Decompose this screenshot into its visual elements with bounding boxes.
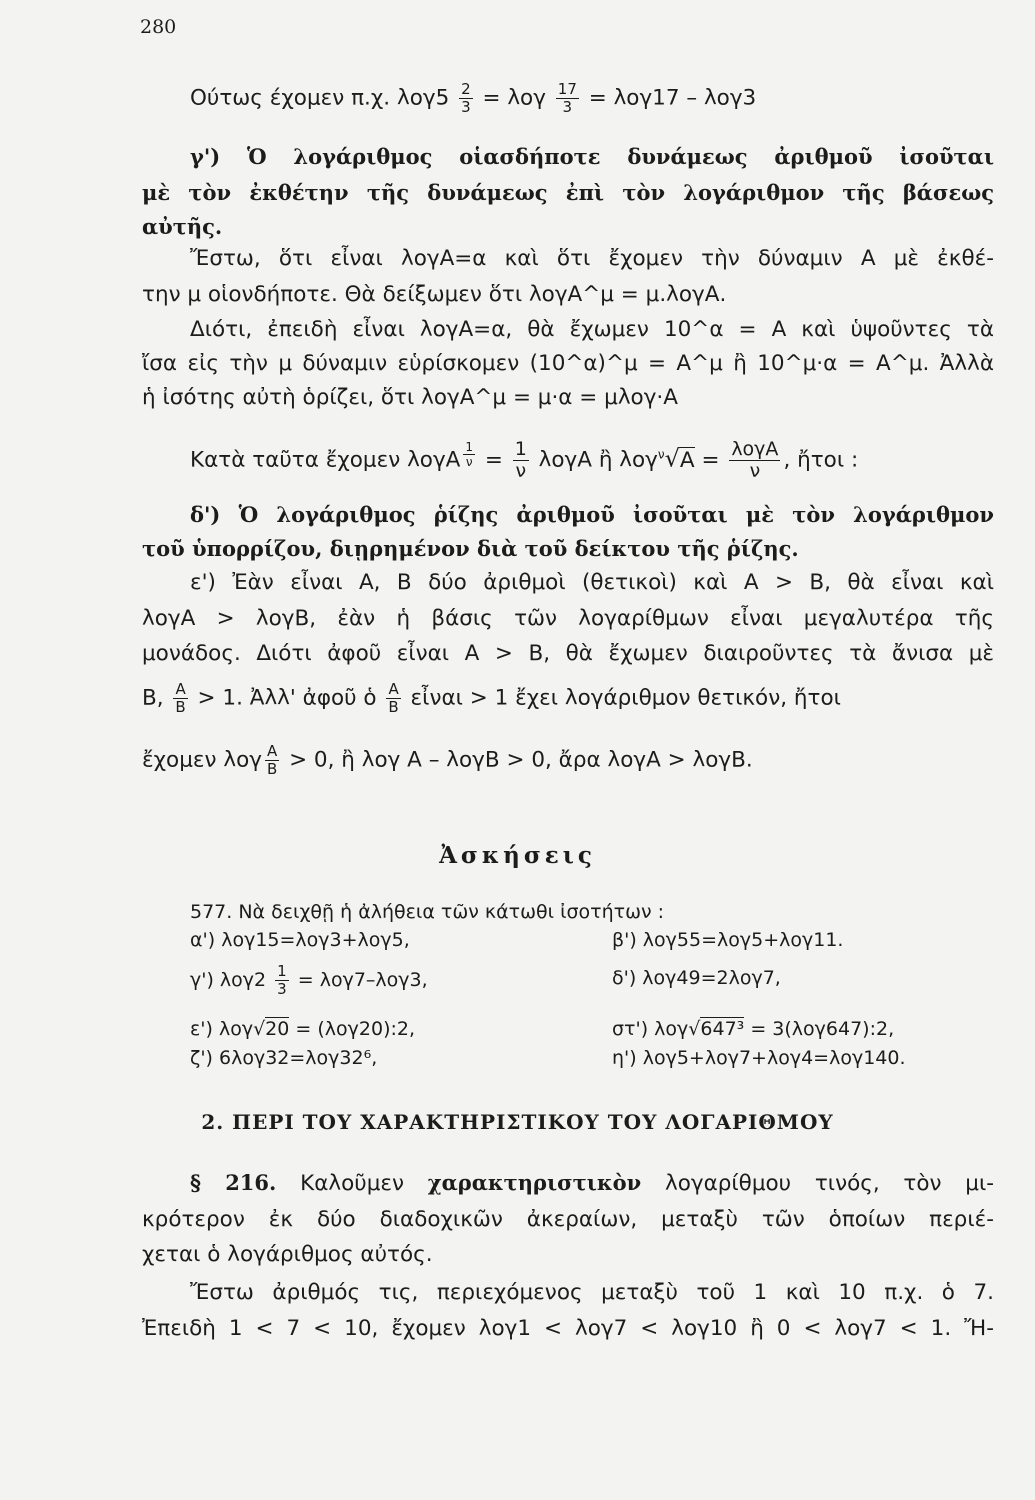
prop-e-line-5: ἔχομεν λογ $\frac{A}{B}$ > 0, ἢ λογ Α – λογΒ > 0, ἄρα λογΑ > λογΒ. <box>142 742 753 778</box>
prop-e-line-2: λογΑ > λογΒ, ἐὰν ἡ βάσις τῶν λογαρίθμων εἶναι μεγαλυτέρα τῆς <box>142 606 994 631</box>
fraction-1-nu: $\frac{1}{\nu}$ <box>514 438 527 482</box>
fraction-A-B: $\frac{A}{B}$ <box>175 680 186 716</box>
exercise-h: η') λογ5+λογ7+λογ4=λογ140. <box>612 1047 906 1069</box>
fraction-1-3: $\frac{1}{3}$ <box>277 962 287 998</box>
section-para-line-4: Ἔστω ἀριθμός τις, περιεχόμενος μεταξὺ τοῦ 1 καὶ 10 π.χ. ὁ 7. <box>190 1280 994 1305</box>
root-sign-icon: √ <box>664 444 680 473</box>
root-sign-icon: √ <box>688 1018 701 1040</box>
proof-c-line-1: Ἔστω, ὅτι εἶναι λογΑ=α καὶ ὅτι ἔχομεν τὴν δύναμιν Α μὲ ἐκθέ- <box>190 246 994 271</box>
prop-e-line-3: μονάδος. Διότι ἀφοῦ εἶναι Α > Β, θὰ ἔχωμεν διαιροῦντες τὰ ἄνισα μὲ <box>142 641 994 666</box>
proof-c-line-4: ἴσα εἰς τὴν μ δύναμιν εὑρίσκομεν (10^α)^μ = Α^μ ἢ 10^μ·α = Α^μ. Ἀλλὰ <box>142 351 994 376</box>
exercise-a: α') λογ15=λογ3+λογ5, <box>190 929 410 951</box>
exercise-b: β') λογ55=λογ5+λογ11. <box>612 929 844 951</box>
fraction-2-3: $\frac{2}{3}$ <box>461 80 471 116</box>
prop-e-line-1: ε') Ἐὰν εἶναι Α, Β δύο ἀριθμοὶ (θετικοὶ) καὶ Α > Β, θὰ εἶναι καὶ <box>190 570 994 595</box>
exercise-c: γ') λογ2 $\frac{1}{3}$ = λογ7–λογ3, <box>190 962 428 998</box>
section-para-line-5: Ἐπειδὴ 1 < 7 < 10, ἔχομεν λογ1 < λογ7 < λογ10 ἢ 0 < λογ7 < 1. Ἤ- <box>142 1316 994 1341</box>
section-para-line-1: § 216. Καλοῦμεν χαρακτηριστικὸν λογαρίθμου τινός, τὸν μι- <box>190 1170 994 1196</box>
proof-c-line-3: Διότι, ἐπειδὴ εἶναι λογΑ=α, θὰ ἔχωμεν 10^α = Α καὶ ὑψοῦντες τὰ <box>190 317 994 342</box>
fraction-A-B-3: $\frac{A}{B}$ <box>266 742 278 778</box>
prop-d-line-2: τοῦ ὑπορρίζου, διῃρημένον διὰ τοῦ δείκτου τῆς ῥίζης. <box>142 536 799 561</box>
fraction-17-3: $\frac{17}{3}$ <box>557 80 577 116</box>
prop-d-line-1: δ') Ὁ λογάριθμος ῥίζης ἀριθμοῦ ἰσοῦται μὲ τὸν λογάριθμον <box>190 502 994 527</box>
prop-c-line-2: μὲ τὸν ἐκθέτην τῆς δυνάμεως ἐπὶ τὸν λογάριθμον τῆς βάσεως <box>142 180 994 205</box>
proof-c-line-2: την μ οἱονδήποτε. Θὰ δείξωμεν ὅτι λογΑ^μ = μ.λογΑ. <box>142 282 727 307</box>
prop-c-line-1: γ') Ὁ λογάριθμος οἱασδήποτε δυνάμεως ἀριθμοῦ ἰσοῦται <box>190 144 994 169</box>
exercise-d: δ') λογ49=2λογ7, <box>612 967 781 989</box>
section-para-line-2: κρότερον ἐκ δύο διαδοχικῶν ἀκεραίων, μεταξὺ τῶν ὁποίων περιέ- <box>142 1207 994 1232</box>
prop-e-line-4: Β, $\frac{A}{B}$ > 1. Ἀλλ' ἀφοῦ ὁ $\frac{A}{B}$ εἶναι > 1 ἔχει λογάριθμον θετικόν, ἤτοι <box>142 680 841 716</box>
exercise-e: ε') λογ√20 = (λογ20):2, <box>190 1018 416 1040</box>
exercise-st: στ') λογ√647³ = 3(λογ647):2, <box>612 1018 895 1040</box>
root-formula-line: Κατὰ ταῦτα ἔχομεν λογΑ $^{\frac{1}{\nu}}$ = $\frac{1}{\nu}$ λογΑ ἢ λογ$^\nu$√Α = $\frac{\text{λογΑ}}{\nu}$ , ἤτοι : <box>190 438 859 482</box>
page-number: 280 <box>140 16 177 38</box>
term-characteristic: χαρακτηριστικὸν <box>427 1170 642 1195</box>
root-sign-icon: √ <box>253 1018 266 1040</box>
section-title: 2. ΠΕΡΙ ΤΟΥ ΧΑΡΑΚΤΗΡΙΣΤΙΚΟΥ ΤΟΥ ΛΟΓΑΡΙΘΜΟΥ <box>201 1110 834 1134</box>
section-para-line-3: χεται ὁ λογάριθμος αὐτός. <box>142 1242 433 1267</box>
exercise-z: ζ') 6λογ32=λογ32⁶, <box>190 1047 378 1069</box>
fraction-logA-nu: $\frac{\text{λογΑ}}{\nu}$ <box>731 438 779 482</box>
proof-c-line-5: ἡ ἰσότης αὐτὴ ὁρίζει, ὅτι λογΑ^μ = μ·α = μλογ·Α <box>142 385 678 410</box>
exercise-intro: 577. Νὰ δειχθῇ ἡ ἀλήθεια τῶν κάτωθι ἰσοτήτων : <box>190 901 665 923</box>
fraction-A-B-2: $\frac{A}{B}$ <box>388 680 399 716</box>
intro-example-line: Ούτως έχομεν π.χ. λογ5 $\frac{2}{3}$ = λογ $\frac{17}{3}$ = λογ17 – λογ3 <box>190 80 757 116</box>
prop-c-line-3: αὐτῆς. <box>142 214 223 239</box>
exercises-title: Ἀσκήσεις <box>439 842 596 869</box>
